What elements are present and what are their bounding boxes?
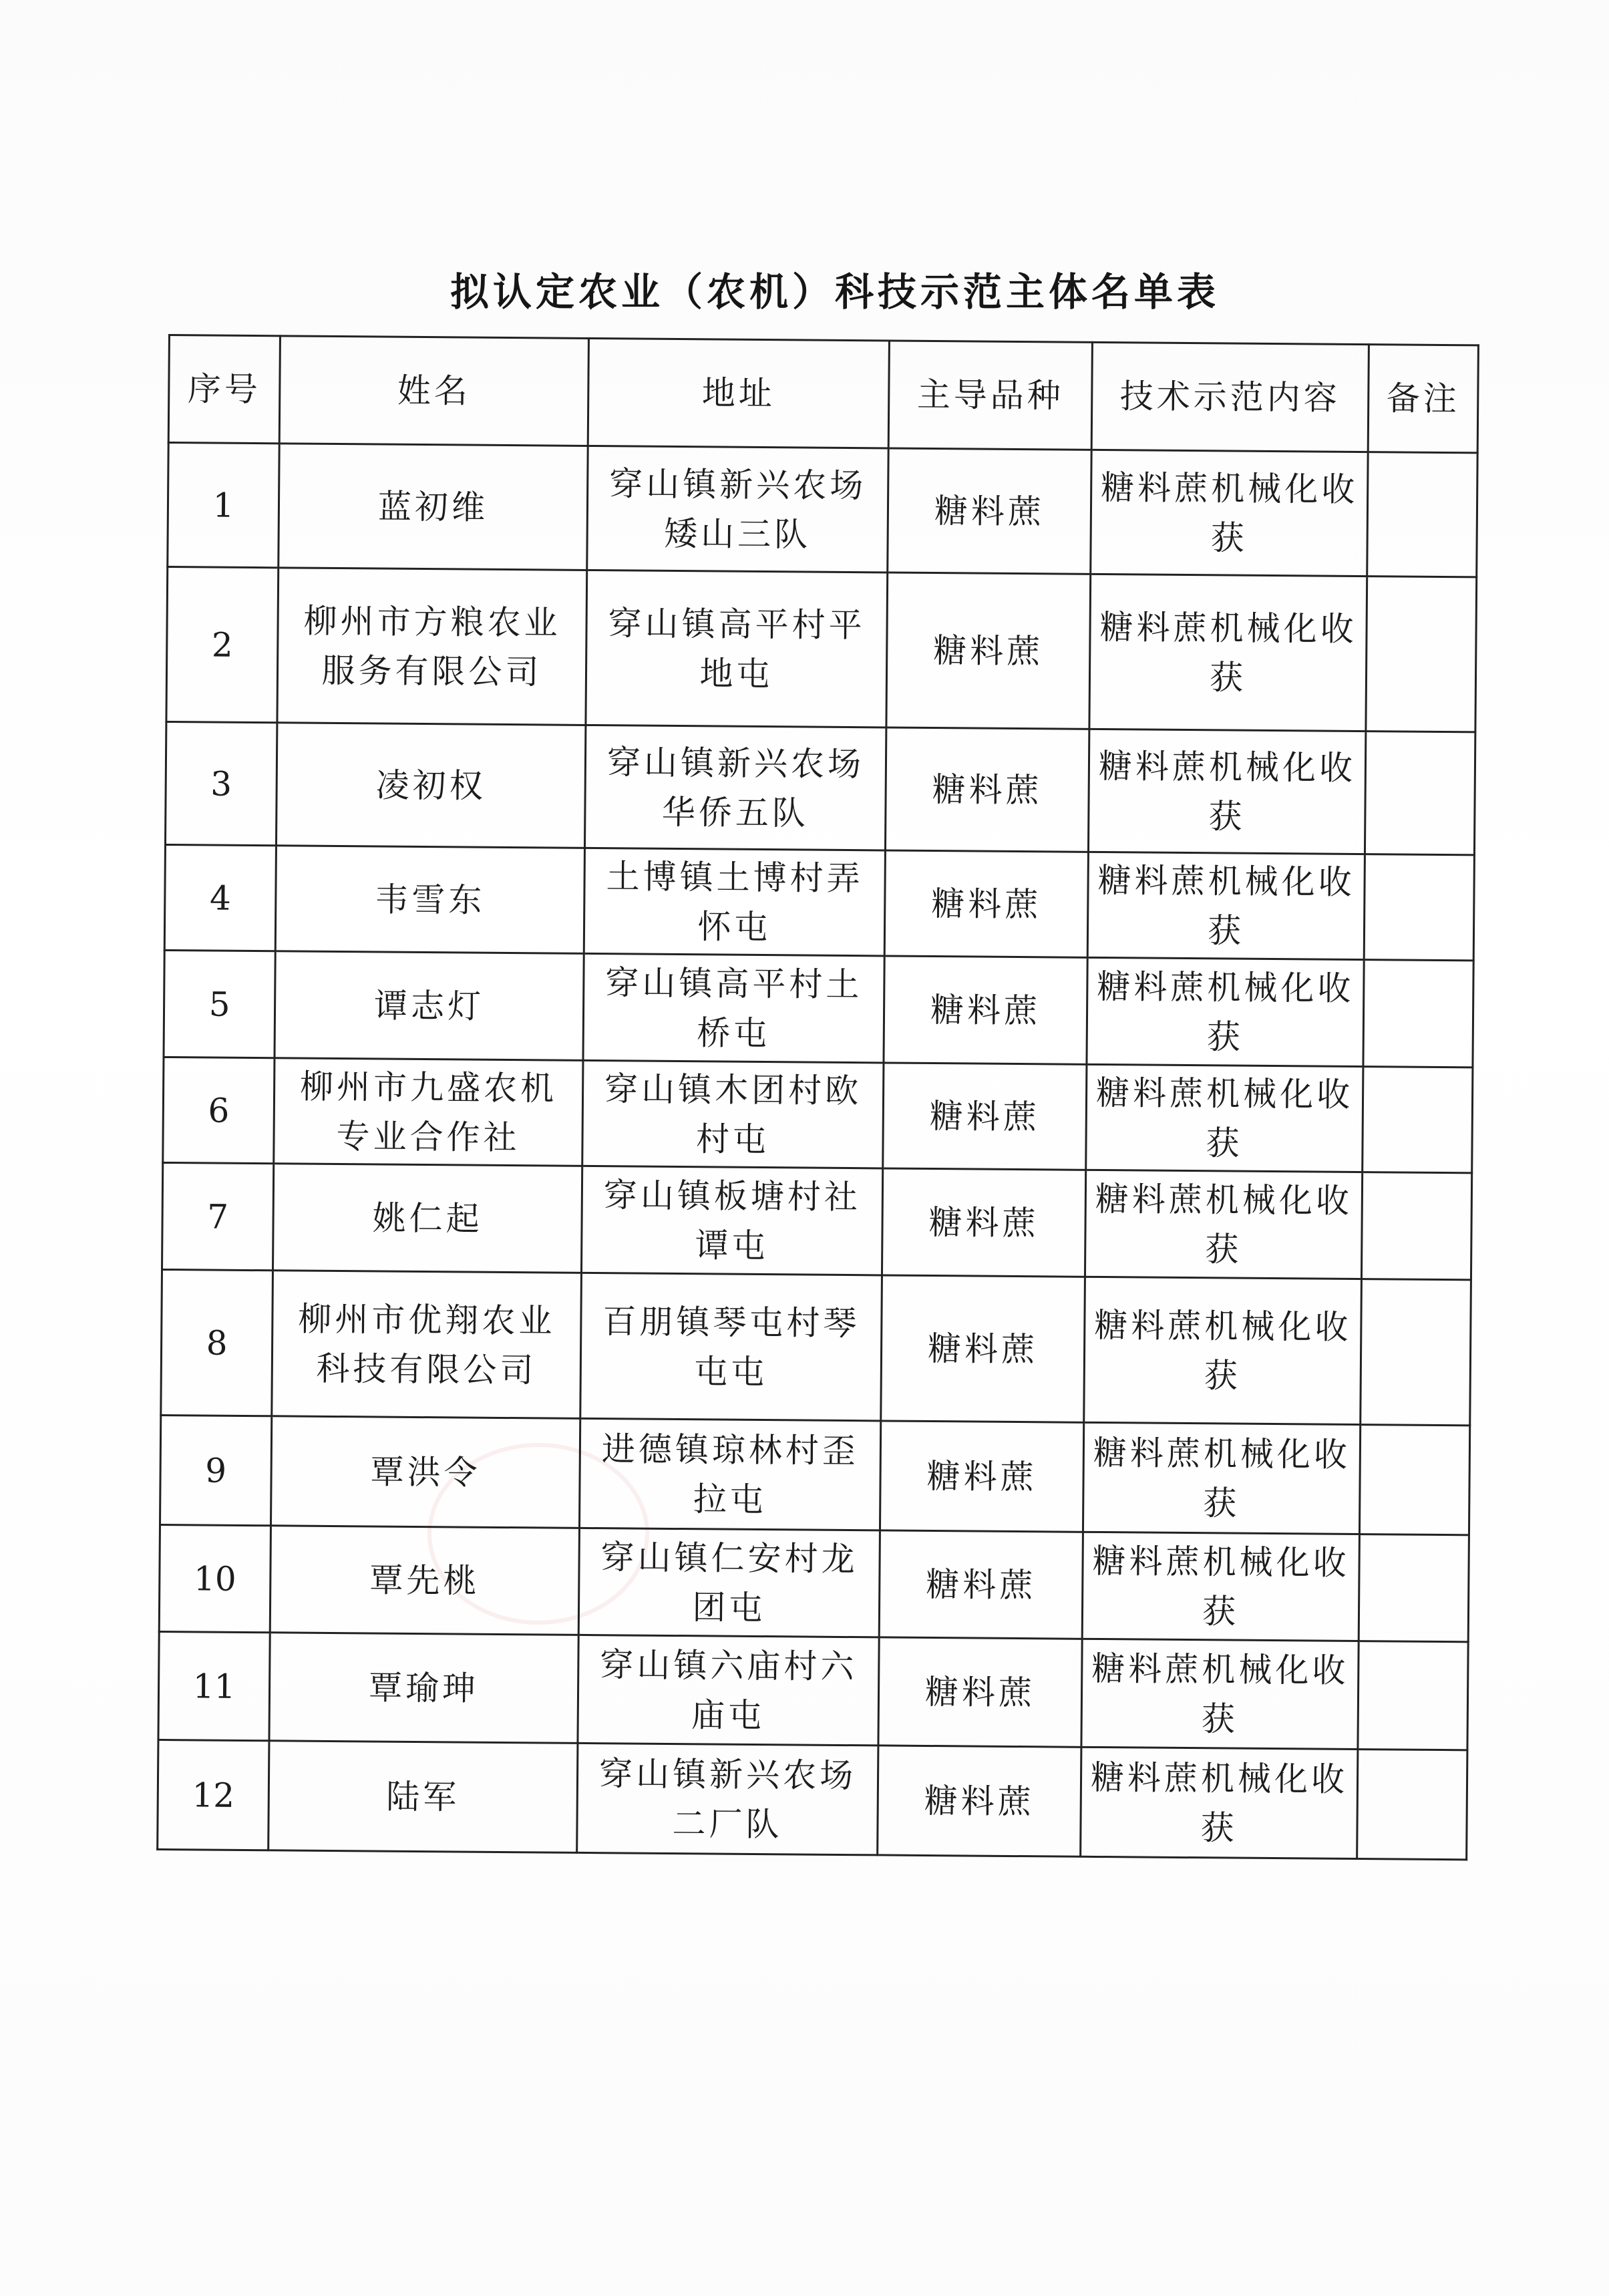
cell-address: 土博镇土博村弄怀屯	[584, 848, 885, 956]
cell-address: 穿山镇高平村土桥屯	[583, 953, 884, 1063]
cell-seq: 12	[158, 1740, 269, 1850]
cell-remarks	[1367, 452, 1477, 577]
document-title: 拟认定农业（农机）科技示范主体名单表	[450, 269, 1220, 315]
cell-address: 进德镇琼林村歪拉屯	[579, 1418, 880, 1530]
cell-address: 穿山镇板塘村社谭屯	[581, 1166, 882, 1275]
cell-name: 覃先桃	[270, 1526, 579, 1635]
cell-variety: 糖料蔗	[881, 1275, 1085, 1422]
header-variety: 主导品种	[888, 341, 1092, 450]
table-row	[161, 1269, 1471, 1425]
cell-address: 穿山镇木团村欧村屯	[582, 1060, 884, 1168]
cell-variety: 糖料蔗	[886, 572, 1091, 729]
cell-seq: 3	[165, 721, 277, 845]
cell-tech: 糖料蔗机械化收获	[1083, 1422, 1360, 1534]
cell-name: 凌初权	[276, 723, 585, 848]
cell-variety: 糖料蔗	[878, 1746, 1081, 1856]
header-name: 姓名	[279, 336, 588, 446]
table-row	[166, 567, 1477, 732]
cell-tech: 糖料蔗机械化收获	[1086, 1064, 1363, 1172]
table-row	[160, 1415, 1470, 1534]
demonstration-entity-table	[156, 334, 1479, 1860]
cell-variety: 糖料蔗	[883, 1063, 1087, 1170]
cell-tech: 糖料蔗机械化收获	[1084, 1277, 1362, 1424]
cell-seq: 1	[168, 443, 279, 568]
cell-remarks	[1359, 1534, 1469, 1642]
cell-tech: 糖料蔗机械化收获	[1088, 729, 1365, 854]
cell-tech: 糖料蔗机械化收获	[1082, 1532, 1359, 1641]
cell-variety: 糖料蔗	[884, 956, 1087, 1064]
cell-name: 覃洪令	[271, 1416, 580, 1528]
cell-name: 姚仁起	[273, 1164, 582, 1273]
cell-address: 百朋镇琴屯村琴屯屯	[580, 1273, 882, 1421]
cell-name: 韦雪东	[275, 846, 584, 954]
cell-remarks	[1357, 1750, 1467, 1860]
cell-name: 谭志灯	[275, 951, 584, 1061]
cell-name: 柳州市方粮农业服务有限公司	[277, 568, 587, 725]
cell-name: 柳州市九盛农机专业合作社	[274, 1058, 583, 1166]
table-row	[159, 1524, 1469, 1641]
cell-remarks	[1361, 1172, 1471, 1280]
table-row	[162, 1162, 1472, 1279]
cell-address: 穿山镇新兴农场华侨五队	[584, 725, 886, 850]
cell-name: 陆军	[269, 1741, 578, 1853]
cell-tech: 糖料蔗机械化收获	[1087, 957, 1364, 1066]
table-row	[158, 1740, 1467, 1859]
table-row	[163, 1057, 1473, 1172]
header-remarks: 备注	[1368, 345, 1478, 453]
cell-remarks	[1363, 1067, 1473, 1173]
cell-remarks	[1364, 854, 1474, 961]
cell-seq: 2	[166, 567, 279, 723]
cell-address: 穿山镇高平村平地屯	[586, 570, 888, 727]
cell-remarks	[1365, 731, 1475, 855]
table-row	[164, 950, 1473, 1067]
cell-variety: 糖料蔗	[879, 1530, 1083, 1639]
table-row	[158, 1631, 1468, 1750]
cell-seq: 11	[158, 1631, 270, 1740]
cell-tech: 糖料蔗机械化收获	[1081, 1747, 1358, 1858]
cell-variety: 糖料蔗	[878, 1637, 1082, 1747]
cell-tech: 糖料蔗机械化收获	[1081, 1639, 1359, 1749]
header-seq: 序号	[168, 335, 280, 444]
table-body	[158, 443, 1477, 1860]
cell-name: 柳州市优翔农业科技有限公司	[272, 1271, 582, 1419]
cell-name: 蓝初维	[279, 444, 588, 570]
cell-seq: 10	[159, 1524, 271, 1632]
cell-remarks	[1359, 1425, 1469, 1535]
cell-seq: 8	[161, 1269, 273, 1416]
cell-seq: 4	[164, 844, 276, 951]
cell-variety: 糖料蔗	[880, 1421, 1083, 1532]
cell-variety: 糖料蔗	[884, 850, 1088, 957]
cell-address: 穿山镇仁安村龙团屯	[578, 1528, 880, 1637]
cell-remarks	[1363, 960, 1473, 1068]
cell-variety: 糖料蔗	[882, 1168, 1085, 1277]
cell-address: 穿山镇新兴农场矮山三队	[587, 446, 888, 572]
table-header-row	[168, 335, 1478, 453]
cell-address: 穿山镇六庙村六庙屯	[578, 1635, 879, 1746]
cell-remarks	[1361, 1279, 1471, 1426]
table-row	[164, 844, 1474, 960]
cell-address: 穿山镇新兴农场二厂队	[577, 1743, 878, 1855]
header-tech: 技术示范内容	[1091, 342, 1369, 452]
cell-seq: 6	[163, 1057, 275, 1163]
table-row	[165, 721, 1475, 854]
cell-variety: 糖料蔗	[885, 727, 1089, 852]
cell-tech: 糖料蔗机械化收获	[1087, 852, 1365, 959]
table-row	[168, 443, 1477, 577]
cell-tech: 糖料蔗机械化收获	[1089, 574, 1367, 731]
cell-seq: 5	[164, 950, 275, 1057]
cell-variety: 糖料蔗	[888, 448, 1091, 574]
header-address: 地址	[588, 338, 889, 448]
cell-tech: 糖料蔗机械化收获	[1085, 1170, 1362, 1279]
cell-tech: 糖料蔗机械化收获	[1091, 450, 1368, 576]
cell-seq: 9	[160, 1415, 272, 1525]
cell-name: 覃瑜珅	[269, 1633, 578, 1744]
cell-remarks	[1358, 1641, 1468, 1750]
cell-seq: 7	[162, 1162, 274, 1270]
cell-remarks	[1366, 577, 1477, 732]
